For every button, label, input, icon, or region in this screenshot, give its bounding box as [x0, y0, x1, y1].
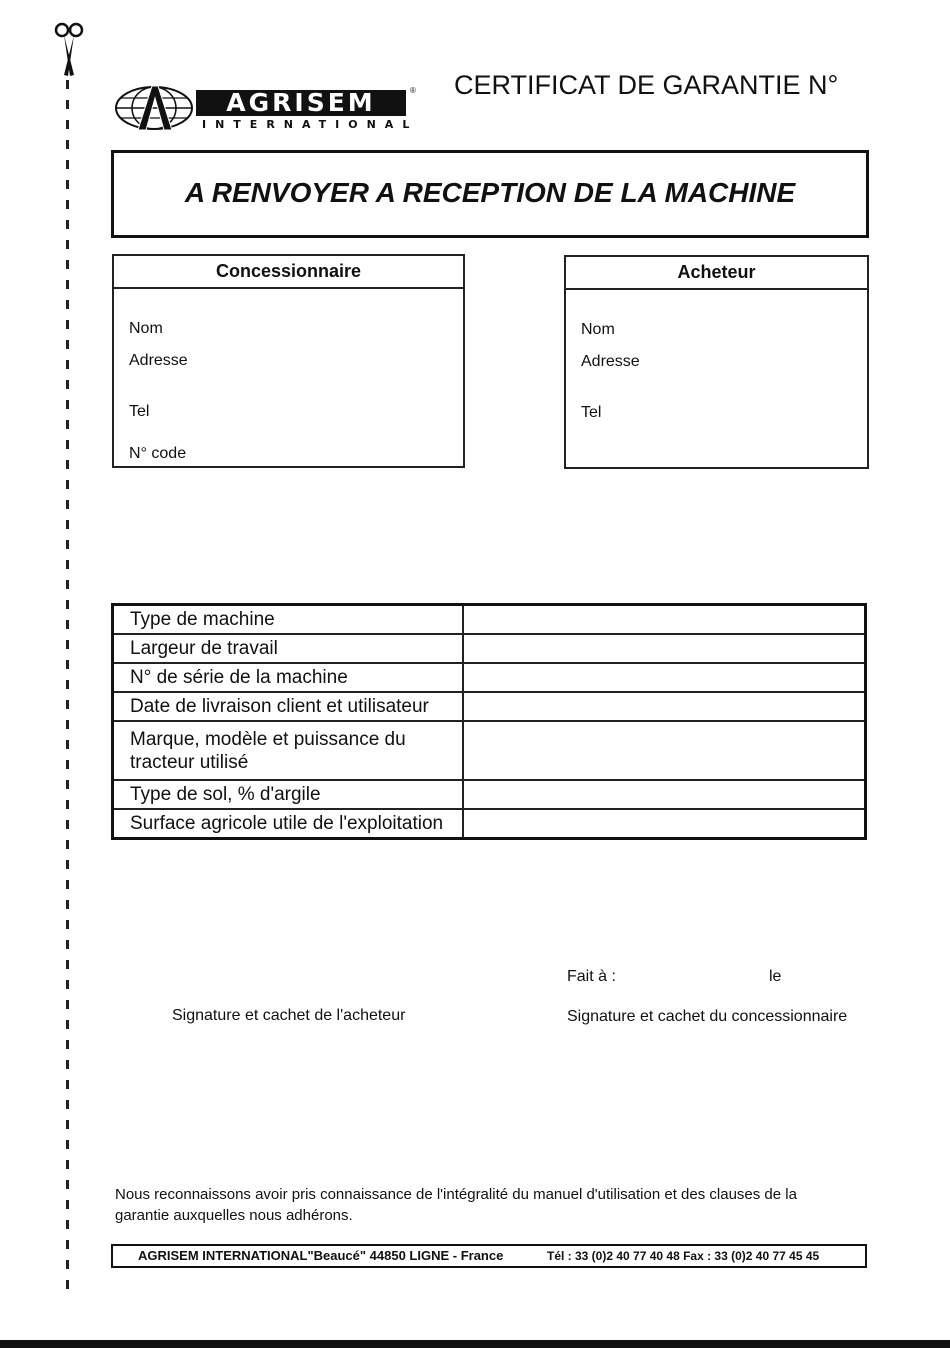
dealer-box — [112, 254, 465, 468]
dealer-name-label: Nom — [129, 320, 163, 337]
delivery-date-field[interactable] — [463, 692, 866, 721]
banner-text: A RENVOYER A RECEPTION DE LA MACHINE — [184, 177, 796, 208]
tractor-info-field[interactable] — [463, 721, 866, 780]
row-label: Marque, modèle et puissance du tracteur utilisé — [113, 721, 464, 780]
working-width-field[interactable] — [463, 634, 866, 663]
table-row — [113, 663, 866, 692]
agrisem-logo — [114, 82, 424, 136]
table-row — [113, 692, 866, 721]
table-row — [113, 780, 866, 809]
dealer-code-label: N° code — [129, 445, 187, 462]
dealer-tel-label: Tel — [129, 403, 150, 420]
row-label: Date de livraison client et utilisateur — [113, 692, 464, 721]
farm-area-field[interactable] — [463, 809, 866, 839]
dealer-address-label: Adresse — [129, 352, 188, 369]
row-label: N° de série de la machine — [113, 663, 464, 692]
soil-type-field[interactable] — [463, 780, 866, 809]
table-row — [113, 605, 866, 635]
table-row — [113, 634, 866, 663]
footer-contact: Tél : 33 (0)2 40 77 40 48 Fax : 33 (0)2 40 77 45 45 — [547, 1249, 820, 1263]
scissors-icon — [52, 20, 86, 80]
row-label: Type de sol, % d'argile — [113, 780, 464, 809]
instruction-banner — [111, 150, 869, 238]
machine-info-table — [111, 603, 867, 840]
brand-sub: INTERNATIONAL — [202, 118, 419, 131]
footer-address: AGRISEM INTERNATIONAL"Beaucé" 44850 LIGNE - France — [138, 1248, 504, 1263]
buyer-signature-label: Signature et cachet de l'acheteur — [172, 1007, 406, 1024]
table-row — [113, 721, 866, 780]
footer-bar — [111, 1244, 867, 1268]
acknowledgement-text: Nous reconnaissons avoir pris connaissance de l'intégralité du manuel d'utilisation et des clauses de la garantie auxquelles nous adhérons. — [115, 1186, 797, 1224]
fait-a-label: Fait à : — [567, 968, 616, 985]
globe-logo-icon — [114, 84, 194, 132]
row-label: Largeur de travail — [113, 634, 464, 663]
buyer-tel-label: Tel — [581, 404, 602, 421]
buyer-box — [564, 255, 869, 469]
buyer-name-label: Nom — [581, 321, 615, 338]
serial-number-field[interactable] — [463, 663, 866, 692]
row-label: Surface agricole utile de l'exploitation — [113, 809, 464, 839]
buyer-title: Acheteur — [566, 257, 867, 290]
dealer-signature-label: Signature et cachet du concessionnaire — [567, 1008, 848, 1025]
table-row — [113, 809, 866, 839]
row-label: Type de machine — [113, 605, 464, 635]
dealer-title: Concessionnaire — [114, 256, 463, 289]
registered-mark: ® — [410, 86, 416, 95]
cut-line — [66, 80, 69, 1300]
brand-name: AGRISEM — [196, 90, 406, 116]
date-le-label: le — [769, 968, 782, 985]
buyer-address-label: Adresse — [581, 353, 640, 370]
page-bottom-edge — [0, 1340, 950, 1348]
certificate-title: CERTIFICAT DE GARANTIE N° — [454, 70, 839, 100]
machine-type-field[interactable] — [463, 605, 866, 635]
